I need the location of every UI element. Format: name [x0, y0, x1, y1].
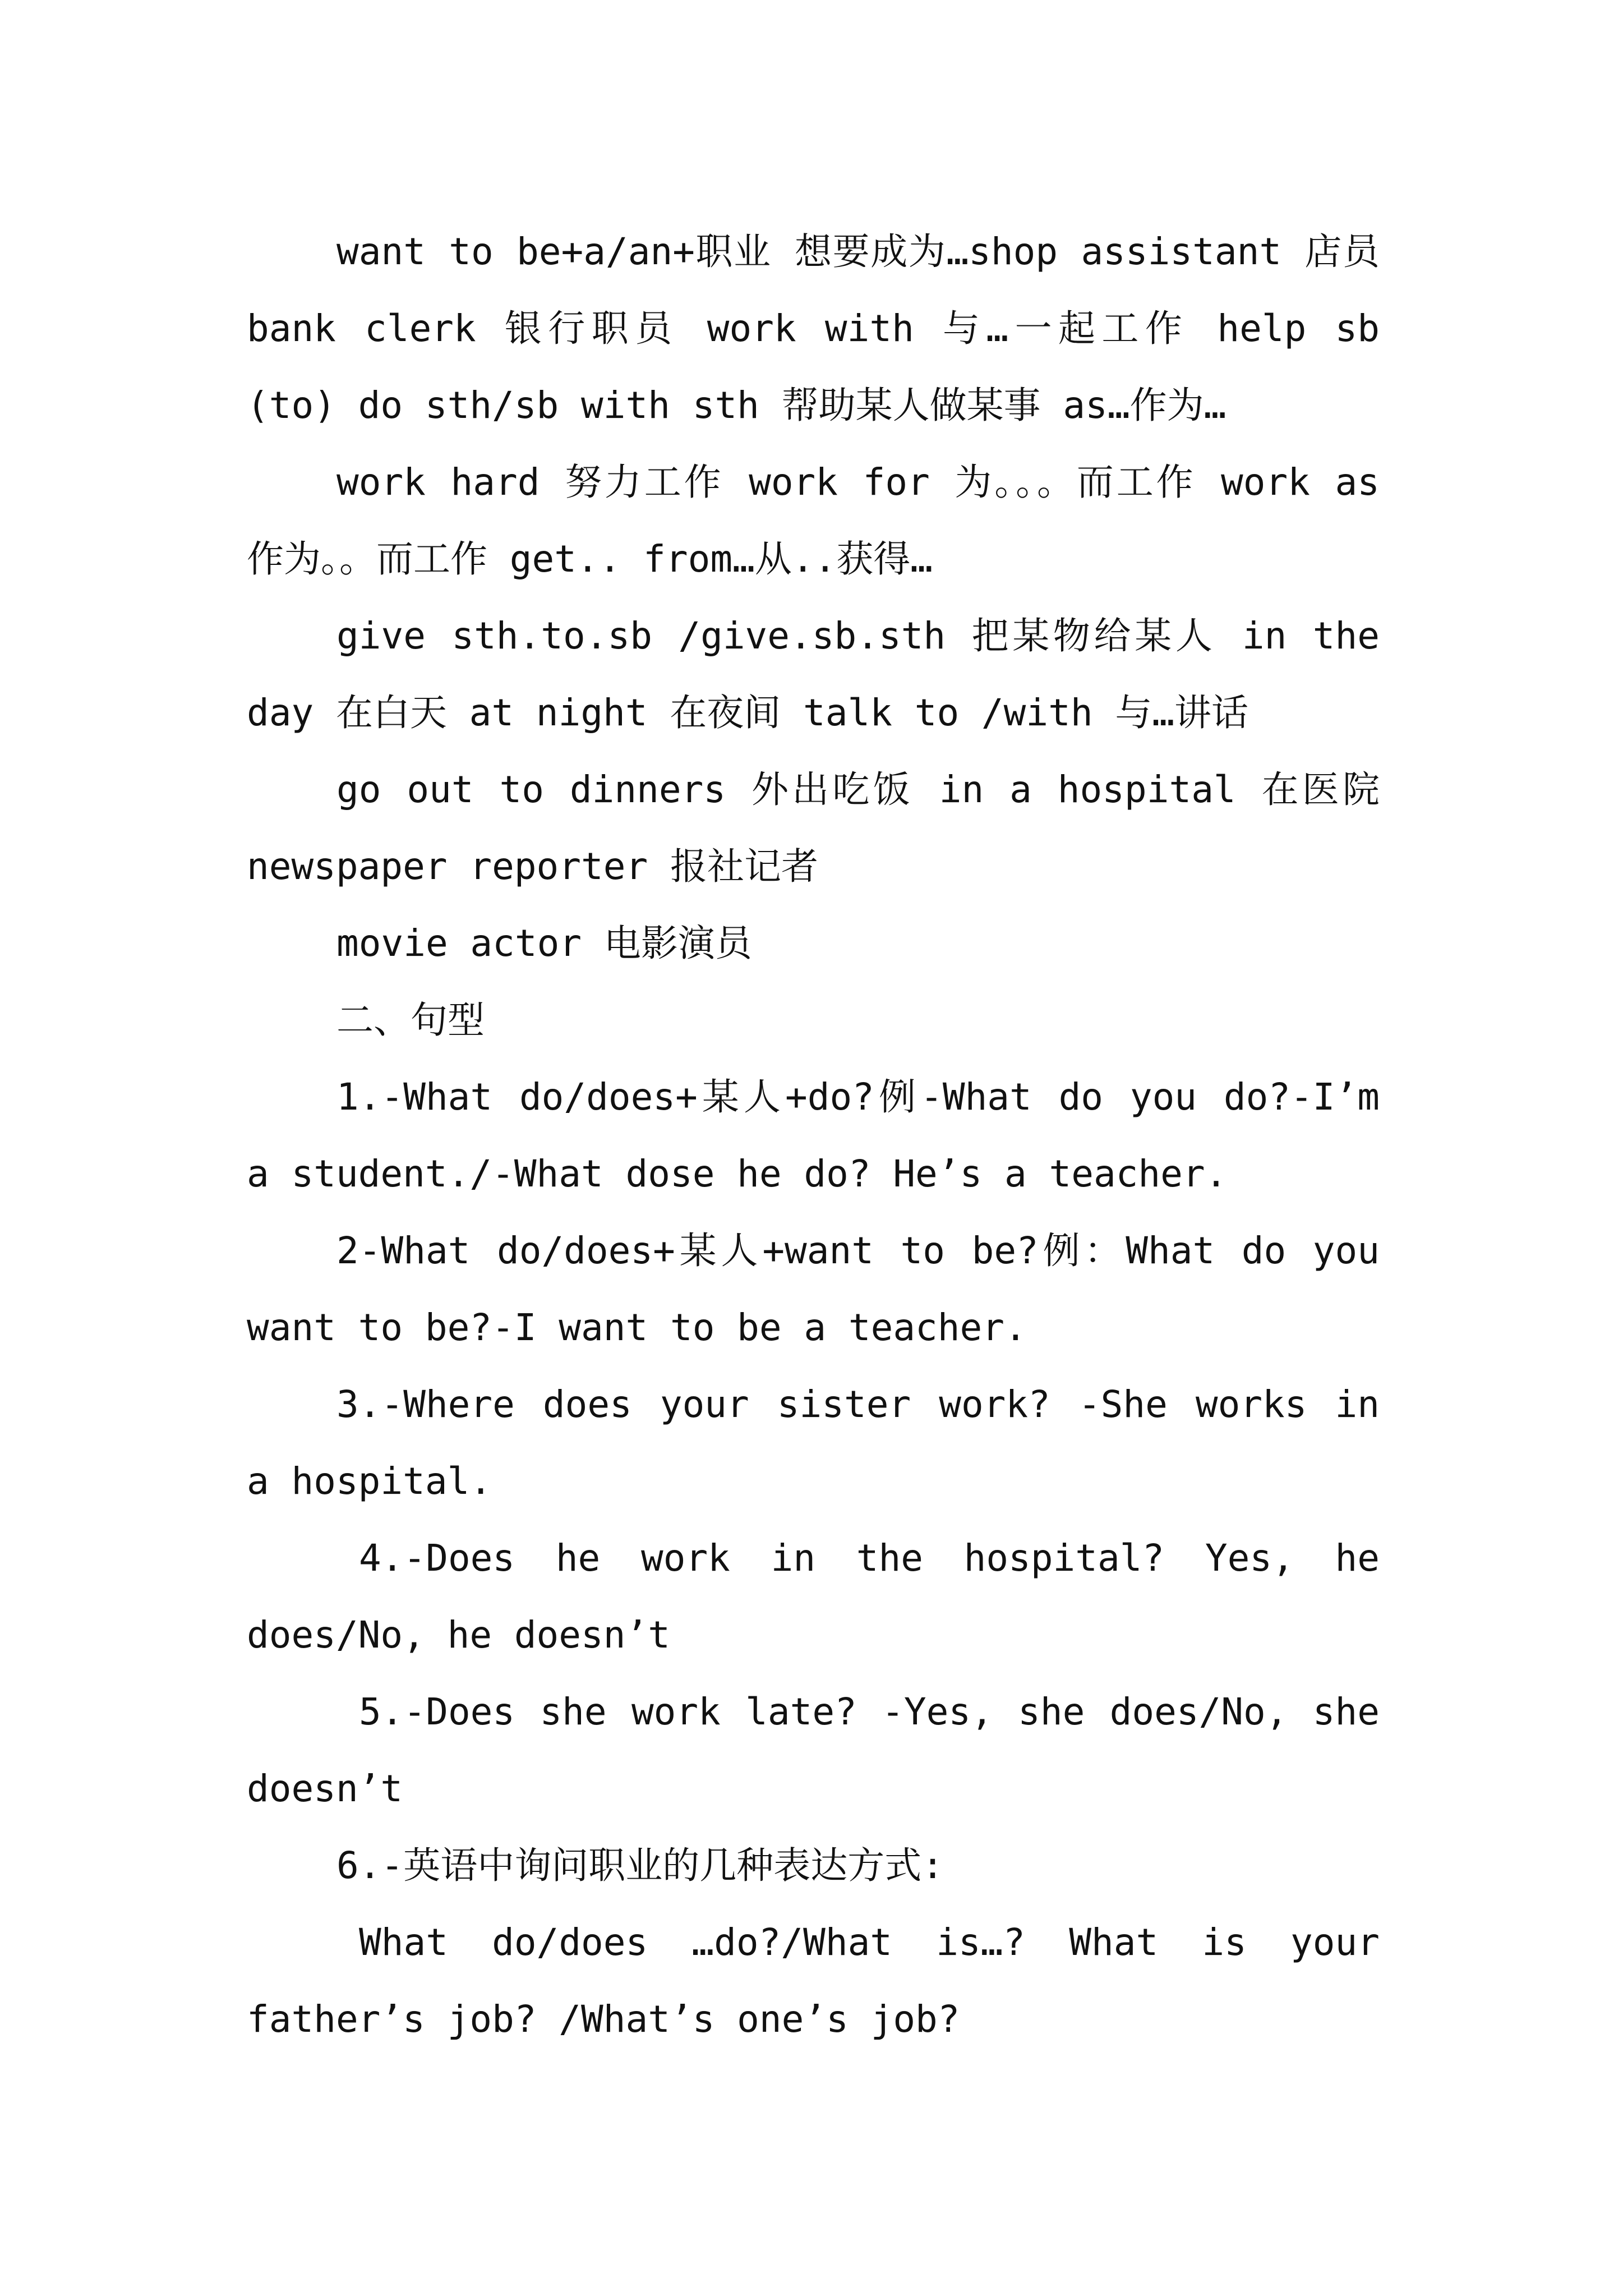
document-body	[247, 213, 1380, 2058]
pattern-item-6: 6.-英语中询问职业的几种表达方式:	[336, 1844, 944, 1887]
vocab-paragraph-4: go out to dinners 外出吃饭 in a hospital 在医院 newspaper reporter 报社记者	[247, 768, 1380, 888]
pattern-item-1: 1.-What do/does+某人+do?例-What do you do?-I’m a student./-What dose he do? He’s a teacher.	[247, 1075, 1380, 1195]
vocab-paragraph-3: give sth.to.sb /give.sb.sth 把某物给某人 in the day 在白天 at night 在夜间 talk to /with 与…讲话	[247, 614, 1380, 734]
pattern-item-4: 4.-Does he work in the hospital? Yes, he does/No, he doesn’t	[247, 1536, 1380, 1657]
pattern-item-2: 2-What do/does+某人+want to be?例：What do you want to be?-I want to be a teacher.	[247, 1229, 1380, 1349]
vocab-paragraph-2: work hard 努力工作 work for 为。。。而工作 work as 作为。。而工作 get.. from…从..获得…	[247, 461, 1380, 581]
pattern-item-5: 5.-Does she work late? -Yes, she does/No, she doesn’t	[247, 1690, 1380, 1810]
vocab-paragraph-1: want to be+a/an+职业 想要成为…shop assistant 店员 bank clerk 银行职员 work with 与…一起工作 help sb (to) do sth/sb with sth 帮助某人做某事 as…作为…	[247, 230, 1380, 427]
vocab-paragraph-5: movie actor 电影演员	[336, 922, 752, 965]
pattern-item-6-examples: What do/does …do?/What is…? What is your father’s job? /What’s one’s job?	[247, 1921, 1380, 2041]
section-heading-sentence-patterns: 二、句型	[336, 999, 485, 1042]
pattern-item-3: 3.-Where does your sister work? -She works in a hospital.	[247, 1383, 1380, 1503]
